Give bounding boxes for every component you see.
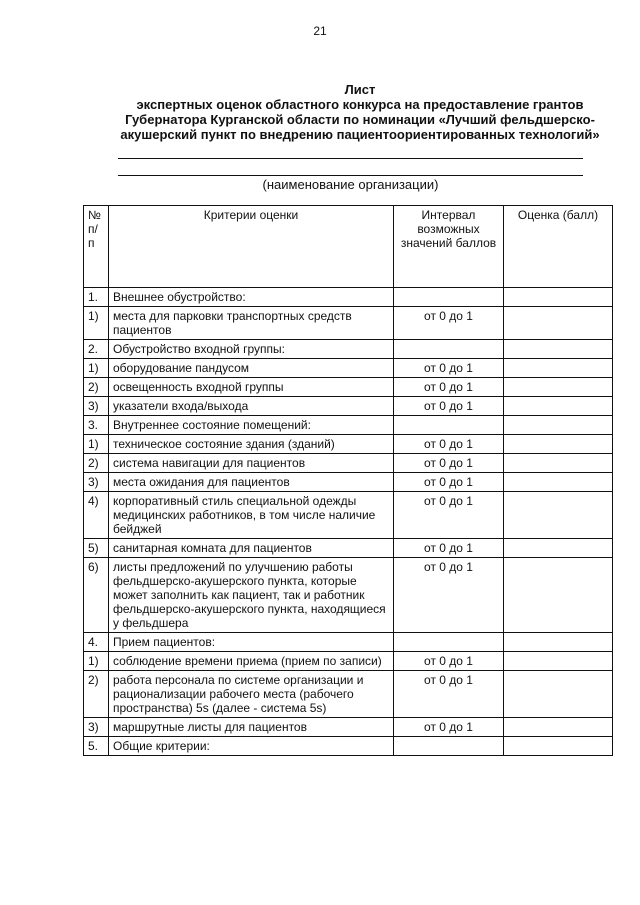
table-row <box>84 288 613 307</box>
row-num: 4) <box>84 492 109 539</box>
row-criterion: листы предложений по улучшению работы фельдшерско-акушерского пункта, которые может заполнить как пациент, так и работник фельдшерско-акушерского пункта, находящиеся у фельдшера <box>109 558 394 633</box>
table-row <box>84 307 613 340</box>
row-score <box>504 558 613 633</box>
row-criterion: работа персонала по системе организации и рационализации рабочего места (рабочего пространства) 5s (далее - система 5s) <box>109 671 394 718</box>
row-range <box>394 340 504 359</box>
row-range: от 0 до 1 <box>394 718 504 737</box>
table-row <box>84 397 613 416</box>
row-range: от 0 до 1 <box>394 539 504 558</box>
row-criterion: освещенность входной группы <box>109 378 394 397</box>
row-num: 1) <box>84 307 109 340</box>
row-criterion: санитарная комната для пациентов <box>109 539 394 558</box>
header-num: № п/п <box>84 206 109 288</box>
table-row <box>84 737 613 756</box>
row-score <box>504 288 613 307</box>
table-row <box>84 558 613 633</box>
row-num: 3) <box>84 397 109 416</box>
row-score <box>504 359 613 378</box>
row-criterion: Общие критерии: <box>109 737 394 756</box>
row-score <box>504 473 613 492</box>
row-score <box>504 633 613 652</box>
row-criterion: указатели входа/выхода <box>109 397 394 416</box>
row-score <box>504 435 613 454</box>
table-row <box>84 492 613 539</box>
row-score <box>504 737 613 756</box>
row-num: 1) <box>84 435 109 454</box>
row-range: от 0 до 1 <box>394 397 504 416</box>
row-range <box>394 416 504 435</box>
table-row <box>84 359 613 378</box>
row-range: от 0 до 1 <box>394 492 504 539</box>
row-criterion: Внутреннее состояние помещений: <box>109 416 394 435</box>
row-score <box>504 454 613 473</box>
row-range <box>394 737 504 756</box>
row-score <box>504 492 613 539</box>
row-score <box>504 340 613 359</box>
row-range <box>394 288 504 307</box>
row-range: от 0 до 1 <box>394 307 504 340</box>
row-score <box>504 652 613 671</box>
row-range: от 0 до 1 <box>394 378 504 397</box>
table-row <box>84 454 613 473</box>
row-num: 3) <box>84 473 109 492</box>
organization-line-2 <box>118 175 583 176</box>
document-title <box>100 82 620 142</box>
row-range: от 0 до 1 <box>394 671 504 718</box>
row-range <box>394 633 504 652</box>
row-criterion: маршрутные листы для пациентов <box>109 718 394 737</box>
table-row <box>84 633 613 652</box>
row-num: 5) <box>84 539 109 558</box>
table-row <box>84 718 613 737</box>
row-num: 3. <box>84 416 109 435</box>
row-num: 1. <box>84 288 109 307</box>
row-score <box>504 416 613 435</box>
header-range: Интервал возможных значений баллов <box>394 206 504 288</box>
row-num: 2. <box>84 340 109 359</box>
row-num: 1) <box>84 359 109 378</box>
row-criterion: соблюдение времени приема (прием по записи) <box>109 652 394 671</box>
row-criterion: корпоративный стиль специальной одежды медицинских работников, в том числе наличие бейджей <box>109 492 394 539</box>
title-line-4: акушерский пункт по внедрению пациентоориентированных технологий» <box>120 127 600 142</box>
row-score <box>504 671 613 718</box>
table-row <box>84 473 613 492</box>
row-num: 3) <box>84 718 109 737</box>
row-num: 6) <box>84 558 109 633</box>
table-row <box>84 652 613 671</box>
row-range: от 0 до 1 <box>394 359 504 378</box>
table-row <box>84 435 613 454</box>
row-criterion: места ожидания для пациентов <box>109 473 394 492</box>
row-criterion: оборудование пандусом <box>109 359 394 378</box>
table-row <box>84 416 613 435</box>
row-range: от 0 до 1 <box>394 473 504 492</box>
row-score <box>504 539 613 558</box>
criteria-body <box>84 288 613 756</box>
title-line-3: Губернатора Курганской области по номинации «Лучший фельдшерско- <box>125 112 595 127</box>
criteria-table <box>83 205 613 756</box>
row-criterion: система навигации для пациентов <box>109 454 394 473</box>
row-criterion: Обустройство входной группы: <box>109 340 394 359</box>
row-criterion: Внешнее обустройство: <box>109 288 394 307</box>
organization-caption: (наименование организации) <box>262 177 439 192</box>
row-num: 5. <box>84 737 109 756</box>
row-range: от 0 до 1 <box>394 435 504 454</box>
table-row <box>84 378 613 397</box>
row-num: 1) <box>84 652 109 671</box>
table-row <box>84 340 613 359</box>
header-criteria: Критерии оценки <box>109 206 394 288</box>
row-num: 2) <box>84 671 109 718</box>
row-score <box>504 378 613 397</box>
row-range: от 0 до 1 <box>394 652 504 671</box>
table-header-row <box>84 206 613 288</box>
table-row <box>84 539 613 558</box>
row-score <box>504 307 613 340</box>
page-number: 21 <box>313 24 327 38</box>
title-line-2: экспертных оценок областного конкурса на предоставление грантов <box>136 97 584 112</box>
row-range: от 0 до 1 <box>394 558 504 633</box>
row-score <box>504 397 613 416</box>
row-num: 2) <box>84 378 109 397</box>
row-range: от 0 до 1 <box>394 454 504 473</box>
table-row <box>84 671 613 718</box>
organization-line-1 <box>118 158 583 159</box>
row-score <box>504 718 613 737</box>
row-num: 2) <box>84 454 109 473</box>
title-line-1: Лист <box>344 82 376 97</box>
row-criterion: техническое состояние здания (зданий) <box>109 435 394 454</box>
header-score: Оценка (балл) <box>504 206 613 288</box>
row-criterion: Прием пациентов: <box>109 633 394 652</box>
row-num: 4. <box>84 633 109 652</box>
row-criterion: места для парковки транспортных средств пациентов <box>109 307 394 340</box>
